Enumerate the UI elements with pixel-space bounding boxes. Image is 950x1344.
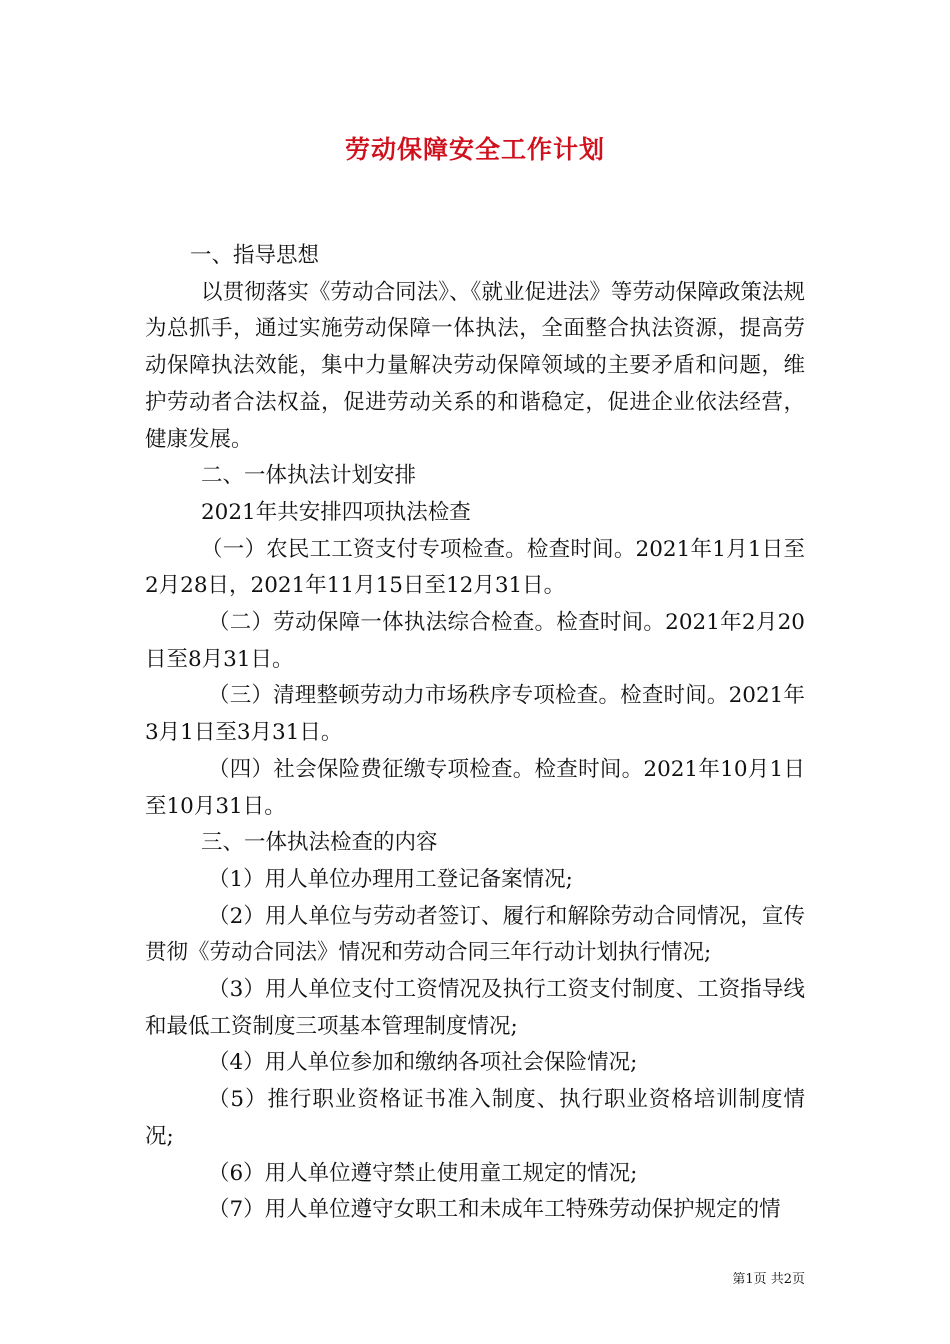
- content-item: （2）用人单位与劳动者签订、履行和解除劳动合同情况，宣传贯彻《劳动合同法》情况和劳动合同三年行动计划执行情况;: [145, 903, 805, 966]
- document-body: [145, 238, 805, 1229]
- content-item: （1）用人单位办理用工登记备案情况;: [208, 866, 573, 892]
- content-item: （5）推行职业资格证书准入制度、执行职业资格培训制度情况;: [145, 1087, 805, 1149]
- section-heading-content: 三、一体执法检查的内容: [201, 830, 438, 856]
- content-item: （4）用人单位参加和缴纳各项社会保险情况;: [208, 1050, 638, 1076]
- plan-item: （三）清理整顿劳动力市场秩序专项检查。检查时间。2021年3月1日至3月31日。: [145, 683, 805, 746]
- section-paragraph-guiding-ideology: 以贯彻落实《劳动合同法》、《就业促进法》等劳动保障政策法规为总抓手，通过实施劳动保障一体执法，全面整合执法资源，提高劳动保障执法效能，集中力量解决劳动保障领域的主要矛盾和问题，维护劳动者合法权益，促进劳动关系的和谐稳定，促进企业依法经营，健康发展。: [145, 279, 805, 452]
- plan-item: （四）社会保险费征缴专项检查。检查时间。2021年10月1日至10月31日。: [145, 756, 805, 819]
- section-heading-plan: 二、一体执法计划安排: [201, 463, 417, 489]
- content-item: （6）用人单位遵守禁止使用童工规定的情况;: [208, 1160, 638, 1186]
- page-number-footer: 第1页 共2页: [732, 1272, 805, 1287]
- document-title: 劳动保障安全工作计划: [344, 135, 605, 164]
- section-intro-plan: 2021年共安排四项执法检查: [201, 499, 471, 525]
- plan-item: （二）劳动保障一体执法综合检查。检查时间。2021年2月20日至8月31日。: [145, 610, 805, 672]
- plan-item: （一）农民工工资支付专项检查。检查时间。2021年1月1日至2月28日，2021年11月15日至12月31日。: [145, 536, 805, 599]
- section-heading-guiding-ideology: 一、指导思想: [190, 243, 320, 268]
- content-item: （7）用人单位遵守女职工和未成年工特殊劳动保护规定的情: [208, 1197, 781, 1223]
- content-item: （3）用人单位支付工资情况及执行工资支付制度、工资指导线和最低工资制度三项基本管理制度情况;: [145, 977, 805, 1039]
